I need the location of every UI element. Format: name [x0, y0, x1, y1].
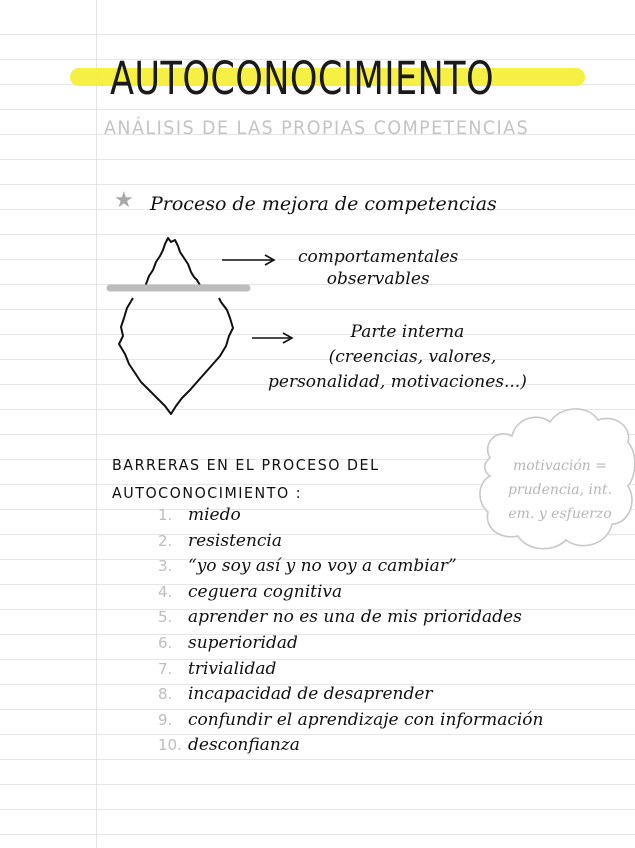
list-item-number: 6.	[158, 633, 173, 652]
list-item	[158, 502, 544, 528]
list-item-text: ceguera cognitiva	[188, 581, 343, 602]
cloud-note-line: motivación =	[512, 458, 607, 474]
list-item-text: miedo	[188, 505, 241, 525]
iceberg-bottom-label	[268, 320, 527, 395]
barriers-heading-line: AUTOCONOCIMIENTO :	[112, 484, 303, 502]
page-subtitle: ANÁLISIS DE LAS PROPIAS COMPETENCIAS	[104, 117, 530, 139]
list-item-text: trivialidad	[188, 658, 277, 679]
list-item	[158, 656, 544, 682]
list-item-text: aprender no es una de mis prioridades	[188, 607, 522, 628]
list-item	[158, 553, 544, 579]
iceberg-bottom-label-line: Parte interna	[350, 322, 465, 342]
barriers-heading-line: BARRERAS EN EL PROCESO DEL	[112, 456, 380, 474]
list-item-number: 3.	[158, 557, 173, 576]
list-item-number: 7.	[158, 659, 173, 678]
list-item	[158, 528, 544, 554]
star-icon: ★	[114, 188, 134, 213]
iceberg-body	[119, 298, 233, 414]
list-item-text: superioridad	[188, 632, 298, 653]
iceberg-top-label-line: comportamentales	[298, 247, 459, 267]
list-item	[158, 630, 544, 656]
list-item-number: 10.	[158, 736, 182, 755]
iceberg-top-label	[298, 246, 458, 290]
list-item	[158, 732, 544, 758]
list-item	[158, 681, 544, 707]
barriers-heading	[112, 451, 380, 507]
iceberg-bottom-label-line: (creencias, valores,	[328, 347, 497, 367]
list-item-text: confundir el aprendizaje con información	[188, 709, 544, 730]
arrow-top-icon	[220, 252, 280, 268]
page-title: AUTOCONOCIMIENTO	[110, 52, 495, 105]
list-item-text: “yo soy así y no voy a cambiar”	[188, 556, 457, 577]
list-item-text: resistencia	[188, 530, 283, 551]
iceberg-tip	[145, 238, 201, 287]
list-item-number: 9.	[158, 710, 173, 729]
list-item	[158, 579, 544, 605]
list-item	[158, 604, 544, 630]
list-item-number: 8.	[158, 685, 173, 704]
list-item	[158, 707, 544, 733]
barriers-list	[158, 502, 544, 758]
list-item-text: desconfianza	[188, 735, 300, 756]
list-item-number: 5.	[158, 608, 173, 627]
list-item-number: 1.	[158, 506, 173, 524]
list-item-number: 2.	[158, 531, 173, 550]
cloud-note-line: em. y esfuerzo	[508, 506, 612, 522]
iceberg-top-label-line: observables	[326, 269, 430, 289]
cloud-note-line: prudencia, int.	[507, 482, 613, 498]
iceberg-bottom-label-line: personalidad, motivaciones...)	[268, 372, 527, 392]
section-heading: Proceso de mejora de competencias	[150, 193, 497, 215]
margin-line	[96, 0, 97, 848]
list-item-number: 4.	[158, 582, 173, 601]
list-item-text: incapacidad de desaprender	[188, 684, 433, 705]
